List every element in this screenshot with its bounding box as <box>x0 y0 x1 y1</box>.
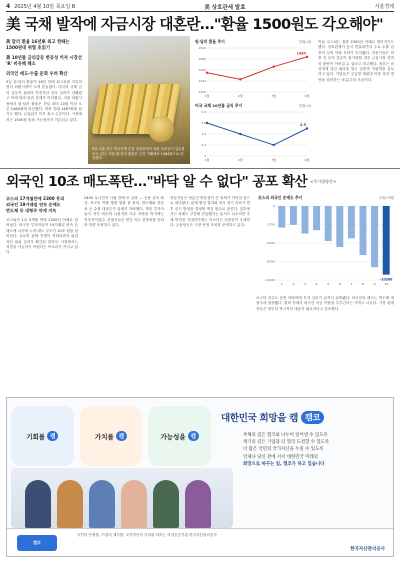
ad-footer-text: 국민의 안정을, 기업의 재기를, 국가자산의 가치를 더하는 리딩공공기관 한국자산관리공사 <box>77 533 217 537</box>
chart-foreign-net-selling <box>256 194 396 292</box>
data-point <box>239 133 241 135</box>
ad-copy-line: 재기의 길은 기업과 더 멀리 도전할 수 있도록 <box>243 440 330 446</box>
section-divider <box>0 168 400 169</box>
ad-card <box>11 406 74 466</box>
lede-1 <box>6 40 82 81</box>
article-2-col-1: 코스피가 1년 5개월 만에 2300선 아래로 밀려났다. 외국인 투자자들이 19거래일 연속 순매도에 나서며 누적 매도 규모가 10조 원을 넘어섰다. 글로벌 관세 전쟁이 격화되면서 위험자산 회피 심리가 확산된 결과다. 시장에서는 저점을 가늠하기 어렵다는 목소리가 커지고 있다. <box>6 218 78 255</box>
page-header <box>6 3 394 12</box>
series-line <box>207 57 307 80</box>
ad-card-label: 가능성을 <box>160 432 186 441</box>
headline-2-text: 외국인 10조 매도폭탄…"바닥 알 수 없다" 공포 확산 <box>6 174 308 190</box>
chart-title: 코스피 외국인 순매도 추이 <box>258 195 303 200</box>
bar <box>360 206 367 255</box>
person-figure <box>185 480 211 528</box>
bar <box>278 206 285 228</box>
ad-footer <box>7 528 393 556</box>
x-tick-label: 2 <box>292 282 295 286</box>
x-tick-label: 5 <box>327 282 330 286</box>
lede-line: 외국인 매도·수출 둔화 우려 확산 <box>6 71 68 77</box>
ad-people-image <box>11 468 233 528</box>
x-tick-label: 4 <box>315 282 318 286</box>
x-tick-label: 3 <box>304 282 306 286</box>
ad-brand-catch: 캠코 <box>301 411 324 424</box>
headline-2-tag: <주가향방은> <box>310 179 337 184</box>
x-tick-label: 6 <box>338 282 341 286</box>
x-tick-label: 7 <box>350 282 353 286</box>
subhead-line: 반도체 등 대형주 약세 지속 <box>6 208 57 213</box>
x-tick-label: 2월 <box>237 158 243 162</box>
y-tick-label: 1420 <box>198 90 206 94</box>
y-tick-label: -8250 <box>266 259 275 264</box>
person-figure <box>25 480 51 528</box>
x-tick-label: 3월 <box>271 158 277 162</box>
person-figure <box>89 480 115 528</box>
y-tick-label: -5500 <box>266 241 275 245</box>
bar <box>336 206 343 247</box>
data-point <box>306 127 308 129</box>
ad-copy-line: 언제나 당신 곁에 서서 대한민국 미래의 <box>243 454 318 460</box>
ad-copy <box>243 432 393 468</box>
x-tick-label: 1월 <box>204 158 210 162</box>
y-tick-label: 1440 <box>198 79 206 83</box>
bar <box>371 206 378 267</box>
x-tick-label: 8 <box>362 282 364 286</box>
paper-name: 서울경제 <box>374 4 394 10</box>
subhead-line: 코스피 17개월만에 2300 붕괴 <box>6 196 65 201</box>
gold-photo <box>88 36 190 164</box>
headline-2 <box>6 172 392 192</box>
subhead-line: 외국인 19거래일 연속 순매도 <box>6 202 61 207</box>
data-label: -10200 <box>379 277 393 282</box>
x-tick-label: 4월 <box>304 94 310 98</box>
bar <box>313 206 320 230</box>
x-tick-label: 9 <box>373 282 376 286</box>
ad-card <box>148 406 211 466</box>
ad-card-label: 기회를 <box>26 432 46 441</box>
y-tick-label: 4.2 <box>201 143 206 147</box>
x-tick-label: 1월 <box>204 94 210 98</box>
x-tick-label: 3월 <box>271 94 277 98</box>
y-tick-label: 1500 <box>198 46 206 50</box>
y-tick-label: 4.8 <box>201 110 206 114</box>
ad-card-catch: 캠 <box>47 431 58 441</box>
lede-line: 美 달러 환율 16년來 최고 한때는 1500원대 위협 초읽기 <box>6 40 70 52</box>
data-label: 4.5 <box>299 123 306 127</box>
ad-brand <box>221 408 391 426</box>
x-tick-label: 10 <box>384 282 389 286</box>
y-tick-label: 4 <box>204 154 206 158</box>
ad-card <box>80 406 143 466</box>
subhead-2 <box>6 196 78 214</box>
ad-copy-line: 희망으로 바꾸는 일, 캠코가 하고 있습니다 <box>243 461 325 467</box>
advertisement <box>6 397 394 557</box>
photo-caption: 9일 서울 중구 하나은행 본점 딜링룸에서 외환 딜러들이 업무를 보고 있다. 이날 원·달러 환율은 주간 거래에서 1484원으로 마감했다. <box>92 147 185 161</box>
chart-unit: 단위=억원 <box>379 196 394 200</box>
ad-org-name: 한국자산관리공사 <box>350 547 385 552</box>
section-title: 美 상호관세 발효 <box>204 4 246 11</box>
y-tick-label: -11000 <box>264 278 275 282</box>
y-tick-label: -2750 <box>266 222 275 227</box>
article-1-col-right: 이날 코스피는 장중 2300선 아래로 떨어지기도 했다. 상호관세가 공식 발효되면서 주요 수출 업종의 실적 악화 우려가 부각됐다. 전문가들은 미중 간 무역 갈등이 장기화할 경우 금융시장 전반의 불안이 이어질 수 있다고 경고했다. 정부는 비상경제 점검 회의를 열고 업종별 지원책을 검토하고 있다. 기업들은 공급망 재편과 비용 절감 방안을 마련하는 데 분주한 모습이다. <box>318 40 394 82</box>
data-point <box>239 78 241 80</box>
data-point <box>206 72 208 74</box>
ad-cards <box>11 406 211 466</box>
bar <box>302 206 309 234</box>
bar-chart-svg <box>256 194 396 292</box>
bar <box>325 206 332 241</box>
ad-logo: 캠코 <box>17 535 57 551</box>
bar <box>290 206 297 225</box>
bar <box>348 206 355 238</box>
chart-title: 미국 국채 10년물 금리 추이 <box>195 103 243 108</box>
person-figure <box>57 480 83 528</box>
lede-line: 美 10년물 금리급등 변동성 커져 시장선 'R' 비유해 해소 <box>6 55 82 68</box>
ad-card-catch: 캠 <box>116 431 127 441</box>
y-tick-label: 1480 <box>198 57 206 61</box>
bar <box>383 206 390 275</box>
date-line: 2025년 4월 10일 목요일 B <box>14 4 76 10</box>
x-tick-label: 1 <box>280 282 283 286</box>
line-charts-svg <box>193 38 313 164</box>
data-point <box>206 122 208 124</box>
x-tick-label: 2월 <box>237 94 243 98</box>
chart-title: 원·달러 환율 추이 <box>195 39 225 44</box>
article-2-col-3: 전문가들은 당분간 변동성이 큰 장세가 이어질 것으로 내다봤다. 관세 협상 결과와 미국 경기 지표가 향후 증시 방향을 결정할 핵심 변수로 꼽힌다. 일부에서는 과매도 구간에 진입했다는 분석도 나오지만 추세 반전을 기대하기에는 이르다는 신중론이 우세하다. 금융당국은 시장 안정 조치를 준비하고 있다. <box>170 196 250 228</box>
data-label: 1484 <box>296 51 306 56</box>
person-figure <box>121 480 147 528</box>
ad-copy-line: 더 많은 국민의 국가자산을 누릴 수 있도록 <box>243 447 324 453</box>
article-2-col-2: 2400 무너진지 사흘 만에 또 급락 — 신용 공포 확산. 외국인 이탈 행렬 멈출 줄 몰라. 반도체와 자동차 등 수출 대형주가 일제히 하락했다. 개인 투자자들이 저가 매수에 나섰지만 지수 하락을 막기에는 역부족이었다. 증권사들은 연간 지수 전망치를 잇따라 하향 조정하고 있다. <box>84 196 164 228</box>
data-point <box>272 144 274 146</box>
y-tick-label: 0 <box>273 204 275 208</box>
ad-card-label: 가치를 <box>94 432 114 441</box>
y-tick-label: 4.6 <box>201 121 206 125</box>
data-point <box>306 56 308 58</box>
ad-copy-line: 부채의 짐은 캠코와 나누어 덜어낼 수 있도록 <box>243 433 328 438</box>
chart-unit: 단위=원 <box>299 40 311 44</box>
x-tick-label: 4월 <box>304 158 310 162</box>
person-figure <box>153 480 179 528</box>
data-point <box>272 66 274 68</box>
ad-brand-text: 대한민국 희망을 캠 <box>221 413 299 424</box>
page-number: 4 <box>6 3 11 10</box>
headline-1: 美 국채 발작에 자금시장 대혼란…"환율 1500원도 각오해야" <box>6 16 384 33</box>
ad-card-catch: 캠 <box>188 431 199 441</box>
article-2-col-4: 코스닥 지수도 동반 하락하며 투자 심리가 급격히 위축됐다. 외국인의 매도는 반도체 대형주에 집중됐다. 원화 약세가 외국인 자금 이탈을 부추긴다는 지적도 나온다. 시장 관계자들은 정부의 적극적인 대응이 필요하다고 강조했다. <box>256 296 394 311</box>
gold-coin-image <box>148 116 174 142</box>
chart-unit: 단위=% <box>299 104 311 108</box>
y-tick-label: 1460 <box>198 68 206 72</box>
article-1-col-1: 9일 원·달러 환율이 16년 만에 최고치를 기록하면서 외환시장이 크게 흔들렸다. 미국의 국채 금리 급등이 겹치며 안전자산 선호 심리가 강해졌고 이에 따라 달러 강세가 이어졌다. 서울 외환시장에서 원·달러 환율은 전일 대비 10원 이상 오른 1484원에 마감했다. 장중 한때 1487원을 넘기도 했다. 금융위기 이후 최고 수준이다. 시장에서는 1500원 돌파 가능성까지 거론되고 있다. <box>6 80 82 122</box>
y-tick-label: 4.4 <box>201 132 206 136</box>
chart-exchange-rate-and-yield <box>193 38 313 164</box>
